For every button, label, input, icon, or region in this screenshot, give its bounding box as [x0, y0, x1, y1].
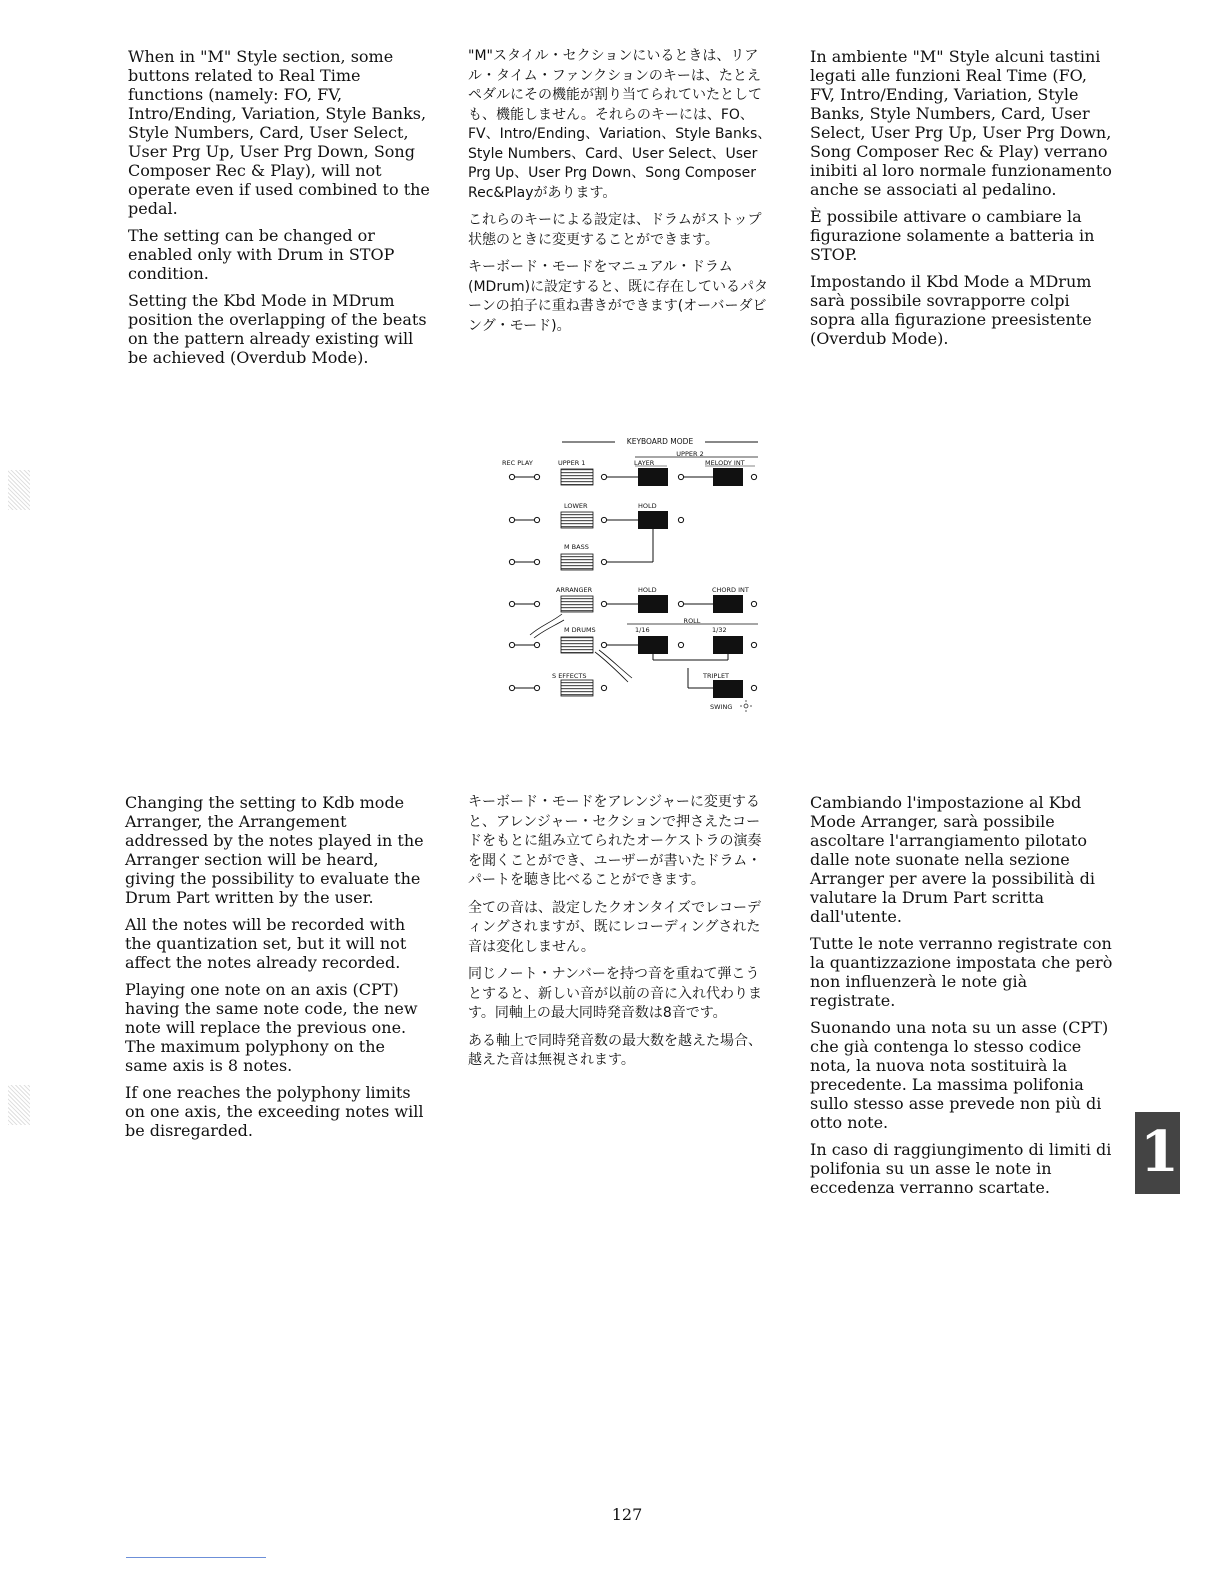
- hold2-label: HOLD: [638, 586, 657, 594]
- s-effects-label: S EFFECTS: [552, 672, 587, 680]
- bottom-italian-column: [810, 793, 1115, 1205]
- paragraph: In caso di raggiungimento di limiti di polifonia su un asse le note in eccedenza verranno scartate.: [810, 1140, 1112, 1197]
- arranger-label: ARRANGER: [556, 586, 593, 594]
- rec-play-label: REC PLAY: [502, 459, 533, 467]
- chord-int-button[interactable]: [713, 595, 743, 613]
- paragraph: The setting can be changed or enabled only with Drum in STOP condition.: [128, 226, 395, 283]
- chapter-tab: [1135, 1112, 1180, 1194]
- arranger-button[interactable]: [561, 596, 593, 612]
- paragraph: ある軸上で同時発音数の最大数を越えた場合、越えた音は無視されます。: [468, 1032, 762, 1068]
- paragraph: Playing one note on an axis (CPT) having the same note code, the new note will replace the previous one. The maximum polyphony on the same axis is 8 notes.: [125, 980, 418, 1075]
- bottom-english-column: [125, 793, 430, 1148]
- top-english-column: [128, 47, 433, 375]
- triplet-button[interactable]: [713, 680, 743, 698]
- paragraph: キーボード・モードをマニュアル・ドラム(MDrum)に設定すると、既に存在しているパターンの拍子に重ね書きができます(オーバーダビング・モード)。: [468, 259, 769, 334]
- lower-label: LOWER: [564, 502, 588, 510]
- chapter-number: 1: [1140, 1119, 1179, 1185]
- paragraph: In ambiente "M" Style alcuni tastini legati alle funzioni Real Time (FO, FV, Intro/Ending, Variation, Style Banks, Style Numbers, Card, User Select, User Prg Up, User Prg Down, Song Composer Rec & Play) verrano inibiti al loro normale funzionamento anche se associati al pedalino.: [810, 47, 1112, 199]
- triplet-label: TRIPLET: [703, 672, 730, 680]
- paragraph: これらのキーによる設定は、ドラムがストップ状態のときに変更することができます。: [468, 212, 762, 248]
- paragraph: Cambiando l'impostazione al Kbd Mode Arranger, sarà possibile ascoltare l'arrangiamento pilotato dalle note suonate nella sezione Arranger per avere la possibilità di valutare la Drum Part scritta dall'utente.: [810, 793, 1095, 926]
- paragraph: "M"スタイル・セクションにいるときは、リアル・タイム・ファンクションのキーは、たとえペダルにその機能が割り当てられていたとしても、機能しません。それらのキーには、FO、FV、Intro/Ending、Variation、Style Banks、Style Numbers、Card、User Select、User Prg Up、User Prg Down、Song Composer Rec&Playがあります。: [468, 48, 772, 201]
- paragraph: 全ての音は、設定したクオンタイズでレコーディングされますが、既にレコーディングされた音は変化しません。: [468, 899, 762, 955]
- pointing-hand-icon: [595, 650, 632, 682]
- hold1-label: HOLD: [638, 502, 657, 510]
- paragraph: 同じノート・ナンバーを持つ音を重ねて弾こうとすると、新しい音が以前の音に入れ代わります。同軸上の最大同時発音数は8音です。: [468, 966, 762, 1021]
- roll-label: ROLL: [683, 617, 701, 625]
- melody-int-label: MELODY INT: [705, 459, 745, 467]
- hold1-button[interactable]: [638, 511, 668, 529]
- roll-16-button[interactable]: [638, 636, 668, 654]
- paragraph: Tutte le note verranno registrate con la quantizzazione impostata che però non influenzerà le note già registrate.: [810, 934, 1113, 1010]
- paragraph: キーボード・モードをアレンジャーに変更すると、アレンジャー・セクションで押さえたコードをもとに組み立てられたオーケストラの演奏を聞くことができ、ユーザーが書いたドラム・パートを聴き比べることができます。: [468, 794, 762, 888]
- scan-speckle: [8, 470, 30, 510]
- top-italian-column: [810, 47, 1115, 356]
- paragraph: Setting the Kbd Mode in MDrum position the overlapping of the beats on the pattern already existing will be achieved (Overdub Mode).: [128, 291, 427, 367]
- upper2-label: UPPER 2: [676, 450, 704, 458]
- paragraph: Suonando una nota su un asse (CPT) che già contenga lo stesso codice nota, la nuova nota sostituirà la precedente. La massima polifonia sullo stesso asse prevede non più di otto note.: [810, 1018, 1109, 1132]
- paragraph: If one reaches the polyphony limits on one axis, the exceeding notes will be disregarded.: [125, 1083, 424, 1140]
- m-bass-button[interactable]: [561, 554, 593, 570]
- swing-led-icon: [740, 700, 752, 712]
- s-effects-button[interactable]: [561, 680, 593, 696]
- footer-rule: [126, 1557, 266, 1558]
- pointing-hand-icon: [530, 614, 564, 638]
- melody-int-button[interactable]: [713, 468, 743, 486]
- keyboard-mode-diagram: [500, 430, 770, 715]
- upper1-button[interactable]: [561, 469, 593, 485]
- lower-button[interactable]: [561, 512, 593, 528]
- swing-label: SWING: [710, 703, 733, 711]
- m-drums-label: M DRUMS: [564, 626, 596, 634]
- upper1-label: UPPER 1: [558, 459, 586, 467]
- paragraph: Changing the setting to Kdb mode Arranger, the Arrangement addressed by the notes played in the Arranger section will be heard, giving the possibility to evaluate the Drum Part written by the user.: [125, 793, 424, 907]
- page-number: 127: [611, 1505, 643, 1524]
- roll-32-label: 1/32: [712, 626, 727, 634]
- layer-label: LAYER: [634, 459, 655, 467]
- scan-speckle: [8, 1085, 30, 1125]
- top-japanese-column: [468, 47, 773, 344]
- m-bass-label: M BASS: [564, 543, 589, 551]
- chord-int-label: CHORD INT: [712, 586, 749, 594]
- layer-button[interactable]: [638, 468, 668, 486]
- paragraph: When in "M" Style section, some buttons related to Real Time functions (namely: FO, FV, Intro/Ending, Variation, Style Banks, Style Numbers, Card, User Select, User Prg Up, User Prg Down, Song Composer Rec & Play), will not operate even if used combined to the pedal.: [128, 47, 430, 218]
- paragraph: È possibile attivare o cambiare la figurazione solamente a batteria in STOP.: [810, 207, 1095, 264]
- paragraph: All the notes will be recorded with the quantization set, but it will not affect the notes already recorded.: [125, 915, 407, 972]
- roll-32-button[interactable]: [713, 636, 743, 654]
- paragraph: Impostando il Kbd Mode a MDrum sarà possibile sovrapporre colpi sopra alla figurazione preesistente (Overdub Mode).: [810, 272, 1092, 348]
- bottom-japanese-column: [468, 793, 773, 1079]
- diagram-title: KEYBOARD MODE: [626, 437, 694, 446]
- roll-16-label: 1/16: [635, 626, 650, 634]
- hold2-button[interactable]: [638, 595, 668, 613]
- m-drums-button[interactable]: [561, 637, 593, 653]
